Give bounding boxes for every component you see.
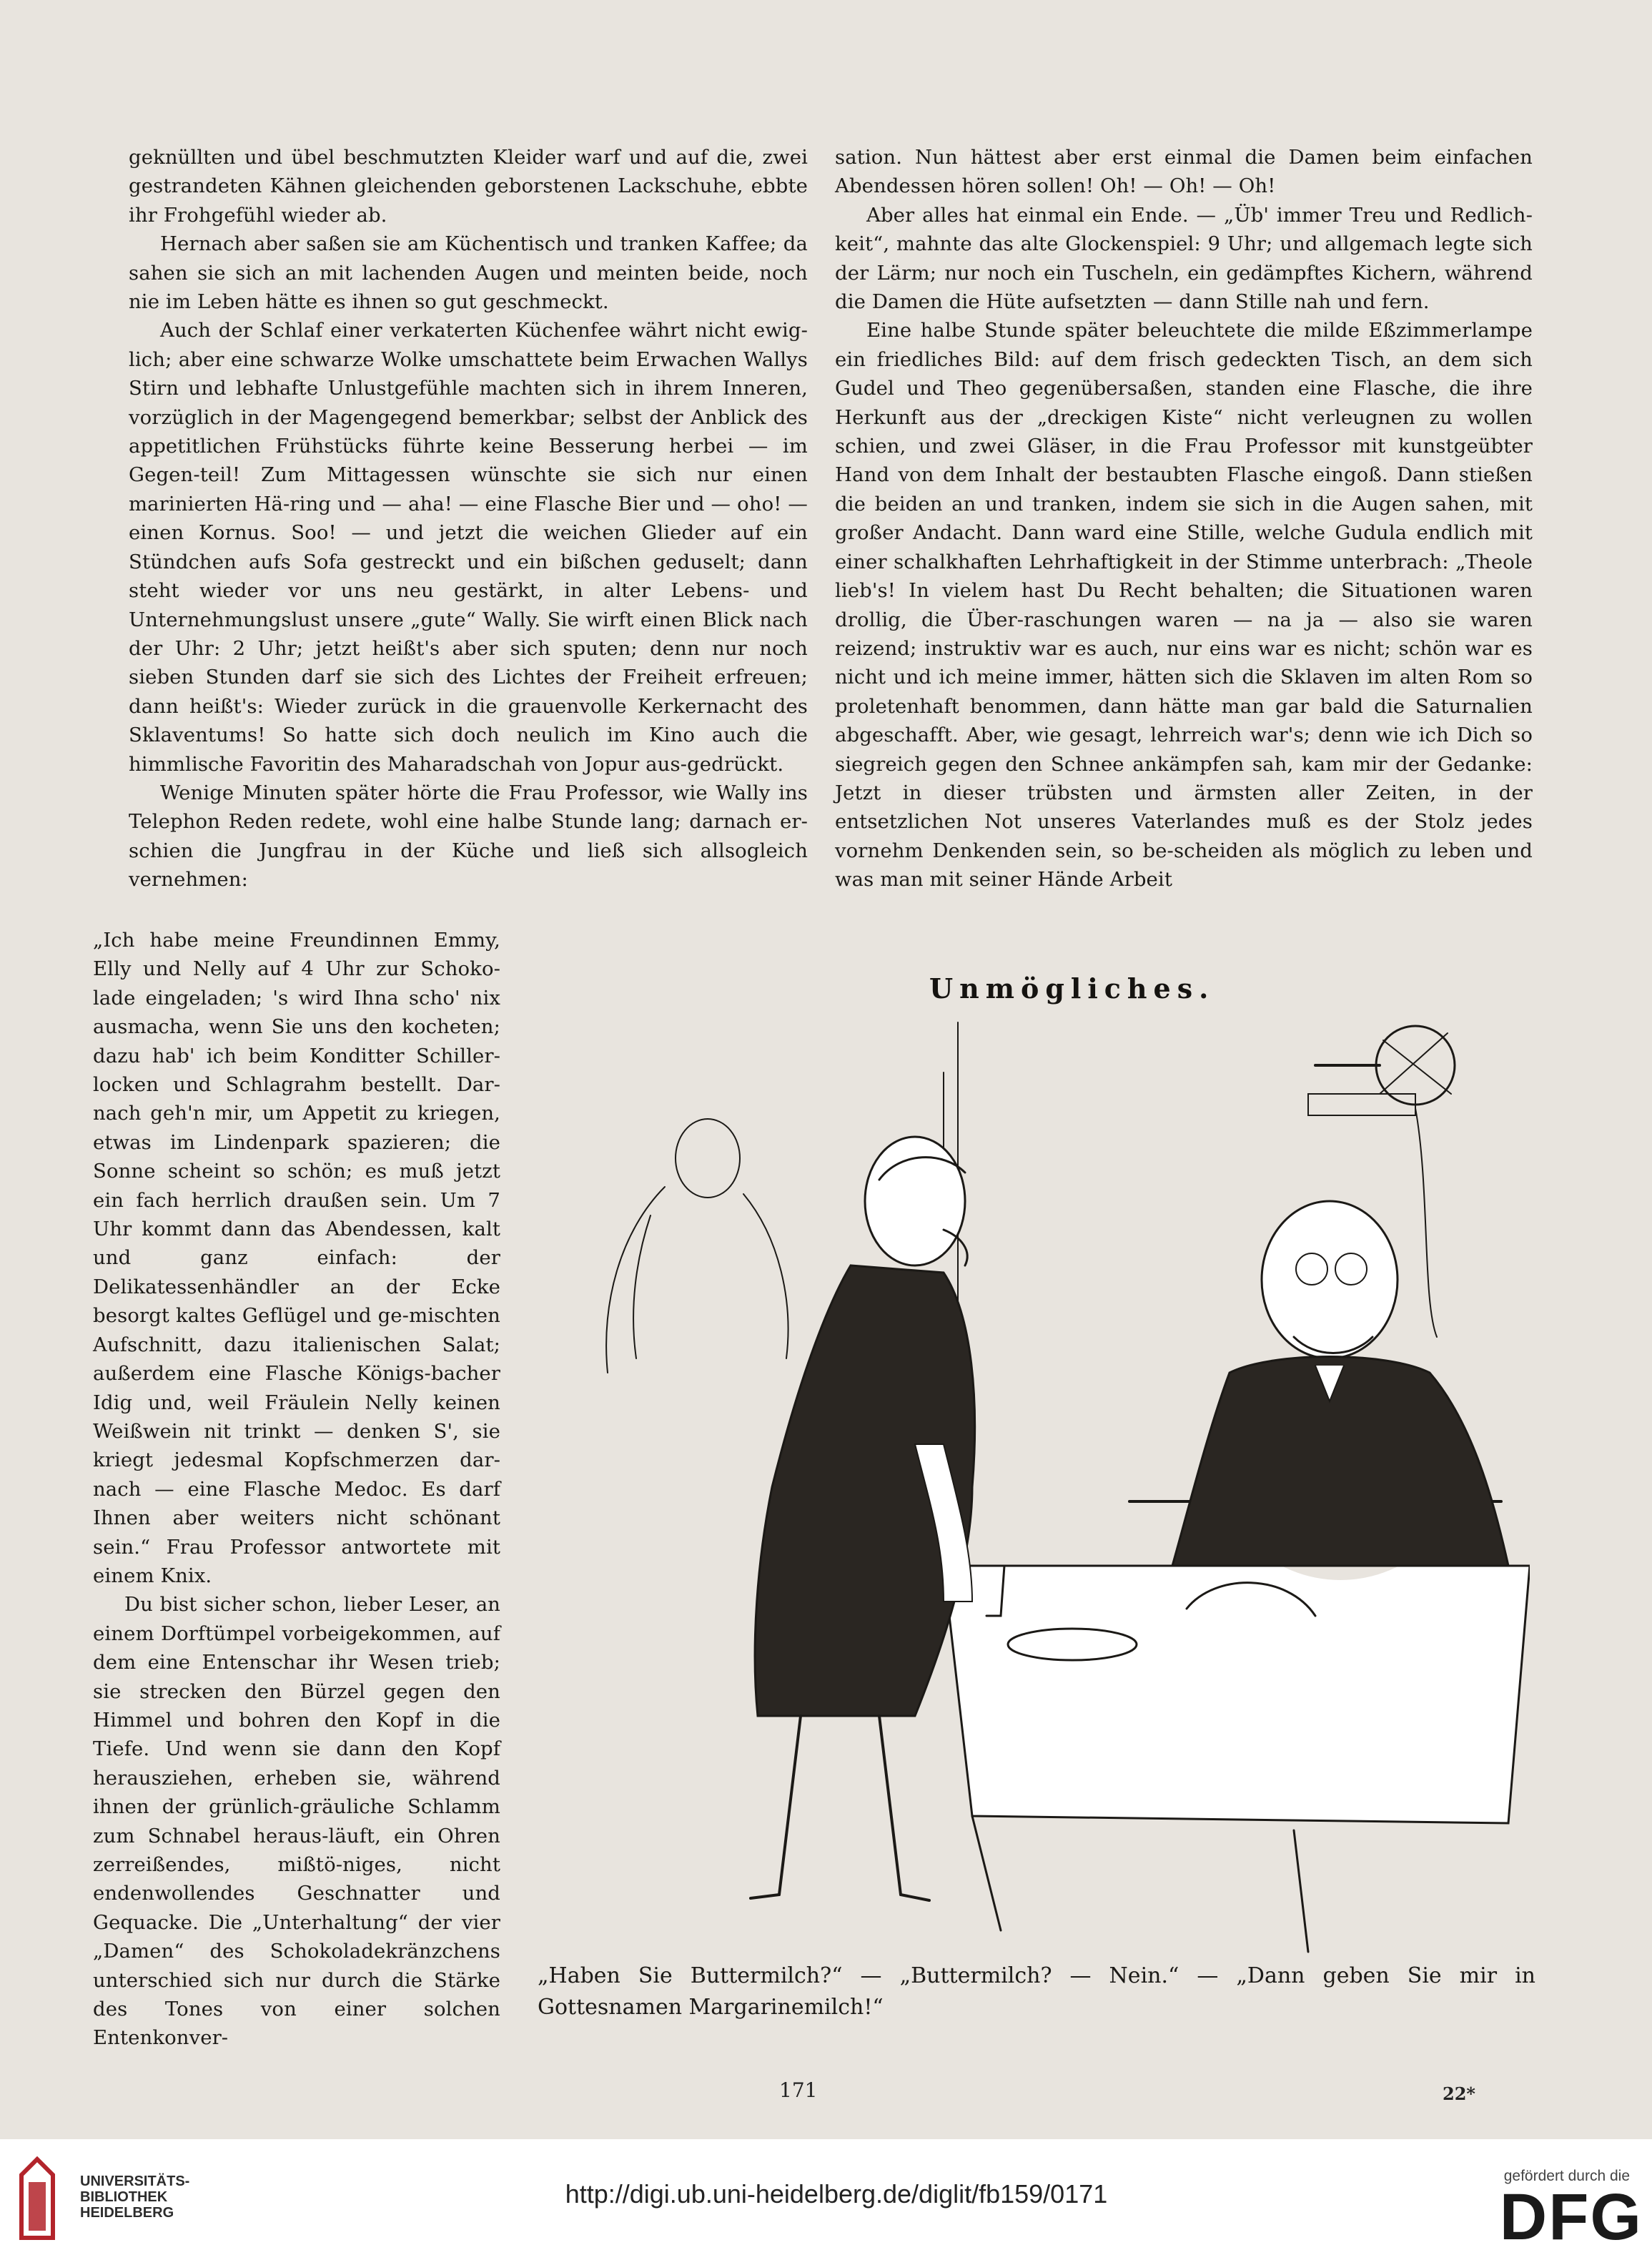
university-library-logo-icon: [16, 2153, 59, 2243]
footer-bar: [0, 2139, 1652, 2260]
cartoon-title: Unmögliches.: [929, 972, 1215, 1005]
signature-mark: 22*: [1443, 2083, 1475, 2104]
left-column: [129, 143, 808, 894]
paragraph: Aber alles hat einmal ein Ende. — „Üb' immer Treu und Redlich-keit“, mahnte das alte Glockenspiel: 9 Uhr; und allgemach legte sich der Lärm; nur noch ein Tuscheln, ein gedämpftes Kichern, während die Damen die Hüte aufsetzten — dann Stille nah und fern.: [835, 203, 1533, 314]
right-column: [835, 143, 1533, 894]
paragraph: Eine halbe Stunde später beleuchtete die milde Eßzimmerlampe ein friedliches Bild: auf dem frisch gedeckten Tisch, an dem sich Gudel und Theo gegenübersaßen, standen eine Flasche, die ihre Herkunft aus der „dreckigen Kiste“ nicht verleugnen zu wollen schien, und zwei Gläser, in die Frau Professor mit kunstgeübter Hand von dem Inhalt der bestaubten Flasche eingoß. Dann stießen die beiden an und tranken, indem sie sich in die Augen sahen, mit großer Andacht. Dann ward eine Stille, welche Gudula endlich mit einer schalkhaften Lehrhaftigkeit in der Stimme unterbrach: „Theole lieb's! In vielem hast Du Recht behalten; die Situationen waren drollig, die Über-raschungen waren — na ja — also sie waren reizend; instruktiv war es auch, nur eins war es nicht; schön war es nicht und ich meine immer, hätten sich die Sklaven im alten Rom so proletenhaft benommen, dann hätte man gar bald die Saturnalien abgeschafft. Aber, wie gesagt, lehrreich war's; denn wie ich Dich so siegreich gegen den Schnee ankämpfen sah, kam mir der Gedanke: Jetzt in dieser trübsten und ärmsten aller Zeiten, in der entsetzlichen Not unseres Vaterlandes muß es der Stolz jedes vornehm Denkenden sein, so be-scheiden als möglich zu leben und was man mit seiner Hände Arbeit: [835, 319, 1533, 892]
paragraph: Du bist sicher schon, lieber Leser, an einem Dorftümpel vorbeigekommen, auf dem eine Entenschar ihr Wesen trieb; sie strecken den Bürzel gegen den Himmel und bohren den Kopf in die Tiefe. Und wenn sie dann den Kopf herausziehen, erheben sie, während ihnen der grünlich-gräuliche Schlamm zum Schnabel heraus-läuft, ein Ohren zerreißendes, mißtö-niges, nicht endenwollendes Geschnatter und Gequacke. Die „Unterhaltung“ der vier „Damen“ des Schokoladekränzchens unterschied sich nur durch die Stärke des Tones von einer solchen Entenkonver-: [93, 1593, 500, 2050]
funded-by-label: gefördert durch die: [1503, 2168, 1630, 2184]
paragraph: geknüllten und übel beschmutzten Kleider warf und auf die, zwei gestrandeten Kähnen gleichenden geborstenen Lackschuhe, ebbte ihr Frohgefühl wieder ab.: [129, 146, 808, 227]
cartoon-caption: „Haben Sie Buttermilch?“ — „Buttermilch? — Nein.“ — „Dann geben Sie mir in Gottesnamen Margarinemilch!“: [538, 1963, 1535, 2020]
paragraph: Wenige Minuten später hörte die Frau Professor, wie Wally ins Telephon Reden redete, wohl eine halbe Stunde lang; darnach er-schien die Jungfrau in der Küche und ließ sich allsogleich vernehmen:: [129, 781, 808, 892]
paragraph: sation. Nun hättest aber erst einmal die Damen beim einfachen Abendessen hören sollen! Oh! — Oh! — Oh!: [835, 146, 1533, 198]
paragraph: Hernach aber saßen sie am Küchentisch und tranken Kaffee; da sahen sie sich an mit lachenden Augen und meinten beide, noch nie im Leben hätte es ihnen so gut geschmeckt.: [129, 232, 808, 314]
cartoon-illustration: [543, 1001, 1530, 1959]
dfg-logo: DFG: [1499, 2181, 1643, 2254]
source-url-link[interactable]: http://digi.ub.uni-heidelberg.de/diglit/fb159/0171: [565, 2179, 1108, 2209]
paragraph: „Ich habe meine Freundinnen Emmy, Elly und Nelly auf 4 Uhr zur Schoko-lade eingeladen; 's wird Ihna scho' nix ausmacha, wenn Sie uns den kocheten; dazu hab' ich beim Konditter Schiller-locken und Schlagrahm bestellt. Dar-nach geh'n mir, um Appetit zu kriegen, etwas im Lindenpark spazieren; die Sonne scheint so schön; es muß jetzt ein fach herrlich draußen sein. Um 7 Uhr kommt dann das Abendessen, kalt und ganz einfach: der Delikatessenhändler an der Ecke besorgt kaltes Geflügel und ge-mischten Aufschnitt, dazu italienischen Salat; außerdem eine Flasche Königs-bacher Idig und, weil Fräulein Nelly keinen Weißwein nit trinkt — denken S', sie kriegt jedesmal Kopfschmerzen dar-nach — eine Flasche Medoc. Es darf Ihnen aber weiters nicht schönant sein.“ Frau Professor antwortete mit einem Knix.: [93, 929, 500, 1587]
left-narrow-column: [93, 926, 500, 2053]
page-number: 171: [779, 2078, 818, 2102]
paragraph: Auch der Schlaf einer verkaterten Küchenfee währt nicht ewig-lich; aber eine schwarze Wolke umschattete beim Erwachen Wallys Stirn und lebhafte Unlustgefühle machten sich in ihrem Inneren, vorzüglich in der Magengegend bemerkbar; selbst der Anblick des appetitlichen Frühstücks führte keine Besserung herbei — im Gegen-teil! Zum Mittagessen wünschte sie sich nur einen marinierten Hä-ring und — aha! — eine Flasche Bier und — oho! — einen Kornus. Soo! — und jetzt die weichen Glieder auf ein Stündchen aufs Sofa gestreckt und ein bißchen geduselt; dann steht wieder vor uns neu gestärkt, in alter Lebens- und Unternehmungslust unsere „gute“ Wally. Sie wirft einen Blick nach der Uhr: 2 Uhr; jetzt heißt's aber sich sputen; denn nur noch sieben Stunden darf sie sich des Lichtes der Freiheit erfreuen; dann heißt's: Wieder zurück in die grauenvolle Kerkernacht des Sklaventums! So hatte sich doch neulich im Kino auch die himmlische Favoritin des Maharadschah von Jopur aus-gedrückt.: [129, 319, 808, 776]
library-name: UNIVERSITÄTS- BIBLIOTHEK HEIDELBERG: [80, 2173, 190, 2221]
